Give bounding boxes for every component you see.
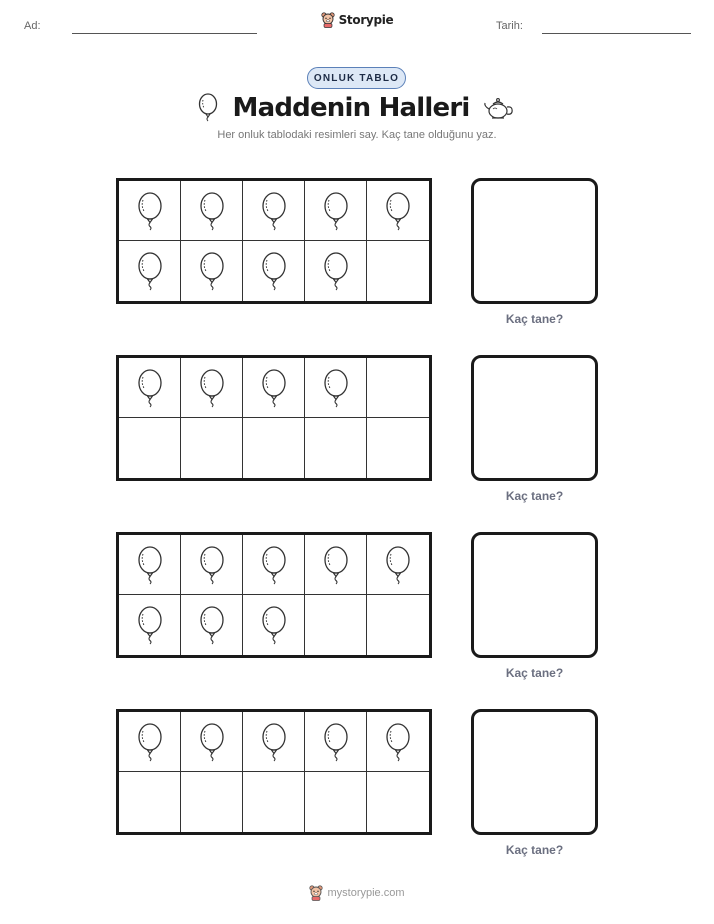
ten-frame-cell [119,181,181,241]
answer-label: Kaç tane? [505,666,564,680]
ten-frame-cell [243,712,305,772]
ten-frame-cell [119,418,181,478]
balloon-icon [135,190,165,232]
ten-frame-cell [119,535,181,595]
answer-label: Kaç tane? [505,843,564,857]
ten-frame-cell [181,712,243,772]
ten-frame-cell [305,358,367,418]
balloon-icon [135,367,165,409]
balloon-icon [383,190,413,232]
ten-frame-cell [367,418,429,478]
name-input-line[interactable] [72,33,257,34]
ten-frame-cell [367,595,429,655]
ten-frame-cell [243,535,305,595]
balloon-icon [259,721,289,763]
balloon-icon [135,721,165,763]
brand-logo [0,12,714,28]
name-label: Ad: [24,20,41,32]
ten-frame-cell [181,418,243,478]
ten-frame-cell [305,595,367,655]
balloon-icon [197,250,227,292]
answer-box[interactable] [471,355,598,481]
title-row [0,88,714,128]
worksheet-type-badge: ONLUK TABLO [307,67,406,89]
bear-mascot-icon [321,12,335,28]
answer-label: Kaç tane? [505,312,564,326]
balloon-icon [259,190,289,232]
ten-frame-cell [243,241,305,301]
ten-frame-cell [243,595,305,655]
balloon-icon [197,190,227,232]
ten-frame-cell [305,241,367,301]
balloon-icon [135,604,165,646]
balloon-icon [197,544,227,586]
ten-frame-cell [119,772,181,832]
ten-frame-cell [243,772,305,832]
ten-frame-cell [243,418,305,478]
ten-frame-cell [181,772,243,832]
ten-frame-cell [367,712,429,772]
answer-box[interactable] [471,532,598,658]
balloon-icon [383,721,413,763]
ten-frame [116,355,432,481]
balloon-icon [383,544,413,586]
balloon-icon [259,604,289,646]
ten-frame-cell [243,358,305,418]
balloon-icon [259,544,289,586]
page-title: Maddenin Halleri [232,93,470,123]
brand-name: Storypie [338,13,394,27]
balloon-icon [135,544,165,586]
ten-frame [116,709,432,835]
ten-frame-cell [119,712,181,772]
ten-frame-cell [305,772,367,832]
ten-frame-cell [119,358,181,418]
ten-frame-cell [119,241,181,301]
ten-frame-cell [367,772,429,832]
ten-frame-cell [181,181,243,241]
ten-frame-cell [367,241,429,301]
balloon-icon [259,367,289,409]
ten-frame-cell [305,418,367,478]
ten-frame-cell [367,181,429,241]
balloon-icon [259,250,289,292]
balloon-icon [197,721,227,763]
ten-frame-cell [243,181,305,241]
ten-frame [116,178,432,304]
ten-frame-cell [305,712,367,772]
instructions: Her onluk tablodaki resimleri say. Kaç tane olduğunu yaz. [217,129,497,141]
ten-frame-cell [181,358,243,418]
ten-frame-cell [181,595,243,655]
balloon-icon [321,250,351,292]
footer-url: mystorypie.com [327,887,405,899]
ten-frame-cell [367,358,429,418]
ten-frame-cell [181,241,243,301]
ten-frame [116,532,432,658]
balloon-icon [321,721,351,763]
balloon-icon [197,93,219,123]
balloon-icon [197,604,227,646]
date-input-line[interactable] [542,33,691,34]
date-label: Tarih: [496,20,523,32]
answer-box[interactable] [471,178,598,304]
ten-frame-cell [181,535,243,595]
ten-frame-cell [305,535,367,595]
answer-label: Kaç tane? [505,489,564,503]
answer-box[interactable] [471,709,598,835]
balloon-icon [197,367,227,409]
balloon-icon [321,544,351,586]
balloon-icon [321,190,351,232]
balloon-icon [135,250,165,292]
ten-frame-cell [367,535,429,595]
footer [0,885,714,901]
ten-frame-cell [305,181,367,241]
balloon-icon [321,367,351,409]
teapot-icon [483,94,517,122]
ten-frame-cell [119,595,181,655]
bear-mascot-icon [309,885,323,901]
